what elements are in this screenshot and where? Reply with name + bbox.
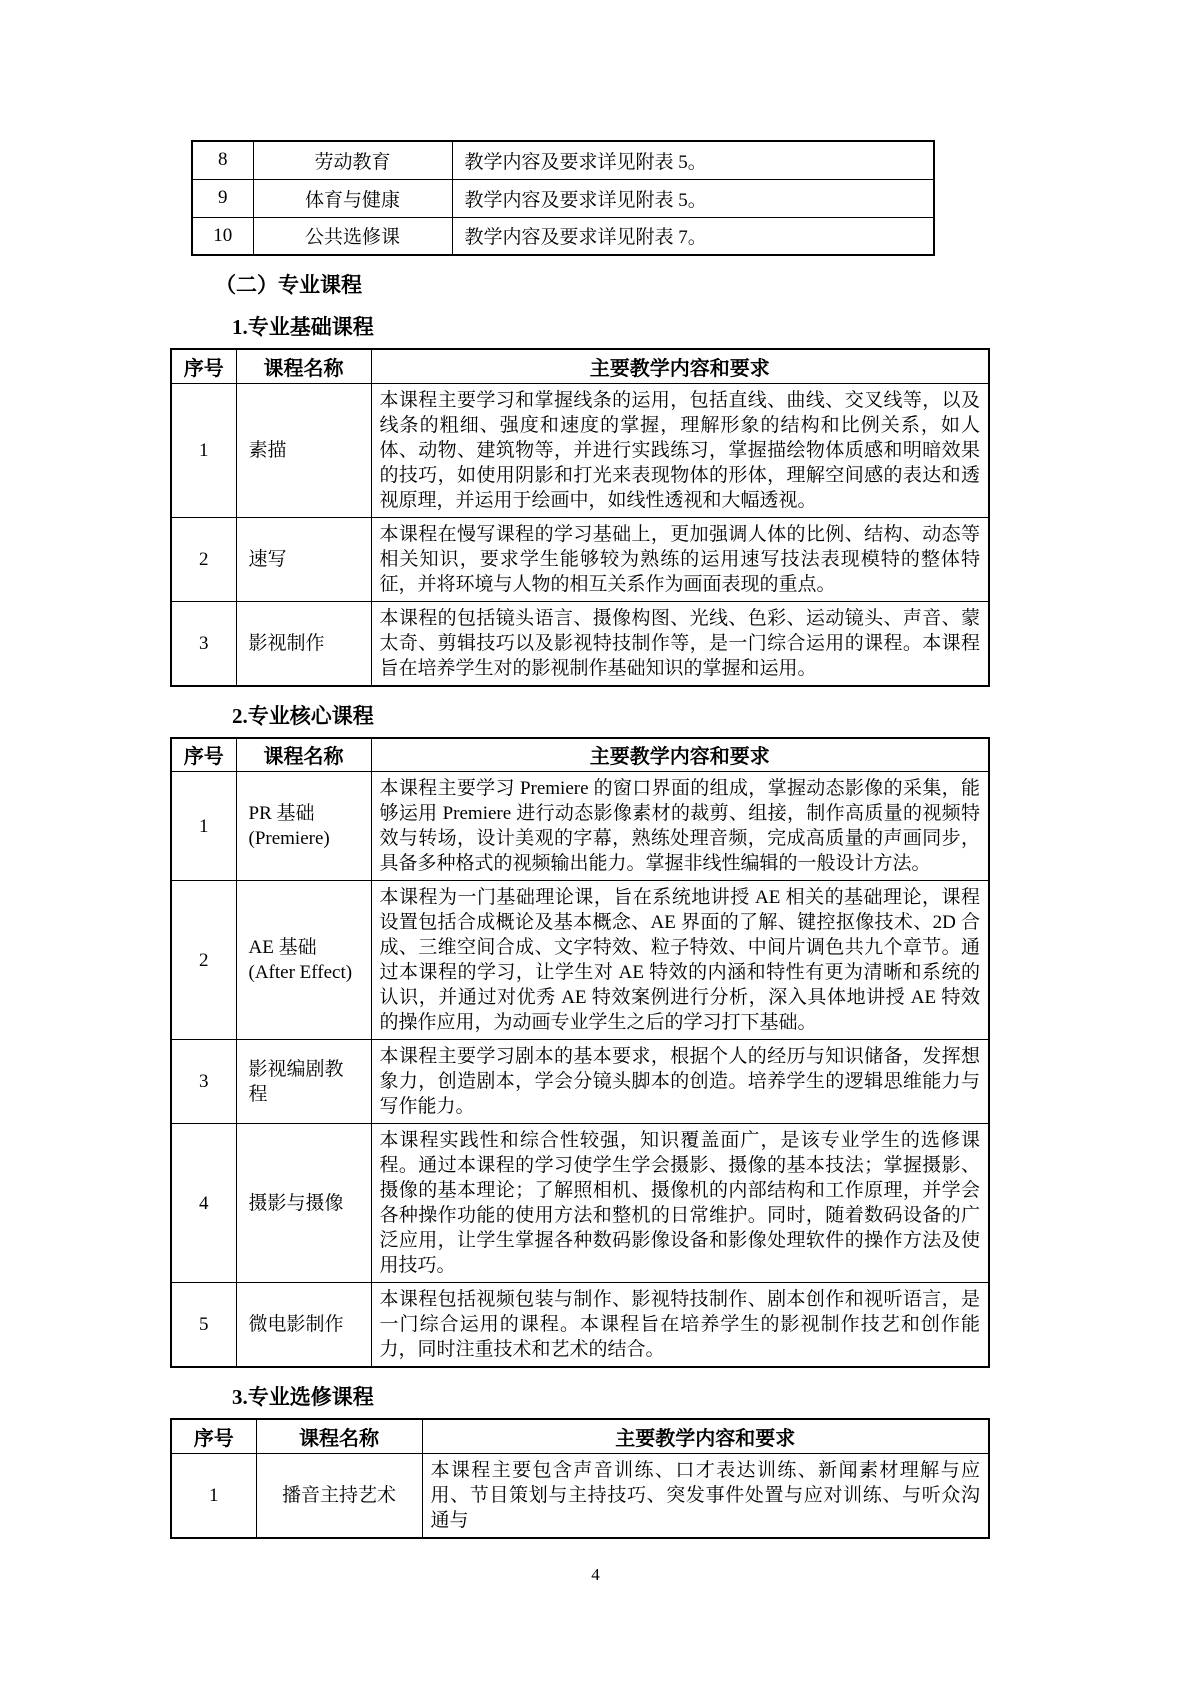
course-desc: 教学内容及要求详见附表 7。 — [452, 217, 934, 255]
section-heading: （二）专业课程 — [215, 273, 362, 297]
subsection-heading-core: 2.专业核心课程 — [232, 703, 374, 728]
row-number: 1 — [171, 772, 236, 881]
row-number: 9 — [192, 179, 253, 217]
course-content: 本课程的包括镜头语言、摄像构图、光线、色彩、运动镜头、声音、蒙太奇、剪辑技巧以及影视特技制作等，是一门综合运用的课程。本课程旨在培养学生对的影视制作基础知识的掌握和运用。 — [371, 601, 989, 686]
row-number: 5 — [171, 1283, 236, 1368]
course-content: 本课程主要学习和掌握线条的运用，包括直线、曲线、交叉线等，以及线条的粗细、强度和速度的掌握，理解形象的结构和比例关系，如人体、动物、建筑物等，并进行实践练习，掌握描绘物体质感和明暗效果的技巧，如使用阴影和打光来表现物体的形体，理解空间感的表达和透视原理，并运用于绘画中，如线性透视和大幅透视。 — [371, 383, 989, 517]
table-row — [171, 1283, 989, 1368]
core-course-table — [170, 737, 990, 1369]
course-name: PR 基础 (Premiere) — [236, 772, 371, 881]
course-desc: 教学内容及要求详见附表 5。 — [452, 179, 934, 217]
course-content: 本课程包括视频包装与制作、影视特技制作、剧本创作和视听语言，是一门综合运用的课程。本课程旨在培养学生的影视制作技艺和创作能力，同时注重技术和艺术的结合。 — [371, 1283, 989, 1368]
table-row — [192, 141, 934, 179]
table-row — [171, 772, 989, 881]
column-header-no: 序号 — [171, 738, 236, 772]
column-header-no: 序号 — [171, 1419, 256, 1453]
column-header-name: 课程名称 — [236, 349, 371, 383]
table-header-row — [171, 1419, 989, 1453]
course-content: 本课程实践性和综合性较强，知识覆盖面广，是该专业学生的选修课程。通过本课程的学习使学生学会摄影、摄像的基本技法；掌握摄影、摄像的基本理论；了解照相机、摄像机的内部结构和工作原理，并学会各种操作功能的使用方法和整机的日常维护。同时，随着数码设备的广泛应用，让学生掌握各种数码影像设备和影像处理软件的操作方法及使用技巧。 — [371, 1124, 989, 1283]
column-header-name: 课程名称 — [236, 738, 371, 772]
row-number: 3 — [171, 1040, 236, 1124]
subsection-heading-elective: 3.专业选修课程 — [232, 1385, 374, 1409]
course-content: 本课程为一门基础理论课，旨在系统地讲授 AE 相关的基础理论，课程设置包括合成概论及基本概念、AE 界面的了解、键控抠像技术、2D 合成、三维空间合成、文字特效、粒子特效、中间片调色共九个章节。通过本课程的学习，让学生对 AE 特效的内涵和特性有更为清晰和系统的认识，并通过对优秀 AE 特效案例进行分析，深入具体地讲授 AE 特效的操作应用，为动画专业学生之后的学习打下基础。 — [371, 881, 989, 1040]
table-header-row — [171, 738, 989, 772]
course-content: 本课程主要学习 Premiere 的窗口界面的组成，掌握动态影像的采集，能够运用 Premiere 进行动态影像素材的裁剪、组接，制作高质量的视频特效与转场，设计美观的字幕，熟练处理音频，完成高质量的声画同步，具备多种格式的视频输出能力。掌握非线性编辑的一般设计方法。 — [371, 772, 989, 881]
table-row — [171, 383, 989, 517]
table-row — [171, 517, 989, 601]
course-name: 速写 — [236, 517, 371, 601]
course-content: 本课程主要包含声音训练、口才表达训练、新闻素材理解与应用、节目策划与主持技巧、突发事件处置与应对训练、与听众沟通与 — [422, 1453, 989, 1538]
column-header-name: 课程名称 — [256, 1419, 422, 1453]
row-number: 2 — [171, 881, 236, 1040]
basic-course-table — [170, 348, 990, 687]
course-name: 劳动教育 — [253, 141, 452, 179]
course-name: 摄影与摄像 — [236, 1124, 371, 1283]
row-number: 2 — [171, 517, 236, 601]
table-row — [171, 601, 989, 686]
table-header-row — [171, 349, 989, 383]
row-number: 4 — [171, 1124, 236, 1283]
row-number: 3 — [171, 601, 236, 686]
table-row — [192, 179, 934, 217]
column-header-content: 主要教学内容和要求 — [422, 1419, 989, 1453]
course-content: 本课程在慢写课程的学习基础上，更加强调人体的比例、结构、动态等相关知识，要求学生能够较为熟练的运用速写技法表现模特的整体特征，并将环境与人物的相互关系作为画面表现的重点。 — [371, 517, 989, 601]
course-desc: 教学内容及要求详见附表 5。 — [452, 141, 934, 179]
course-name: 公共选修课 — [253, 217, 452, 255]
elective-course-table — [170, 1418, 990, 1539]
course-name: 播音主持艺术 — [256, 1453, 422, 1538]
course-content: 本课程主要学习剧本的基本要求，根据个人的经历与知识储备，发挥想象力，创造剧本，学会分镜头脚本的创造。培养学生的逻辑思维能力与写作能力。 — [371, 1040, 989, 1124]
course-name: 体育与健康 — [253, 179, 452, 217]
column-header-content: 主要教学内容和要求 — [371, 349, 989, 383]
table-row — [192, 217, 934, 255]
course-name: 影视制作 — [236, 601, 371, 686]
page-number: 4 — [591, 1564, 600, 1584]
table-row — [171, 1453, 989, 1538]
continued-course-table — [191, 140, 935, 256]
table-row — [171, 1124, 989, 1283]
column-header-content: 主要教学内容和要求 — [371, 738, 989, 772]
table-row — [171, 1040, 989, 1124]
row-number: 1 — [171, 383, 236, 517]
row-number: 10 — [192, 217, 253, 255]
column-header-no: 序号 — [171, 349, 236, 383]
course-name: 微电影制作 — [236, 1283, 371, 1368]
course-name: 素描 — [236, 383, 371, 517]
course-name: 影视编剧教程 — [236, 1040, 371, 1124]
course-name: AE 基础 (After Effect) — [236, 881, 371, 1040]
row-number: 8 — [192, 141, 253, 179]
table-row — [171, 881, 989, 1040]
row-number: 1 — [171, 1453, 256, 1538]
subsection-heading-basic: 1.专业基础课程 — [232, 315, 374, 339]
